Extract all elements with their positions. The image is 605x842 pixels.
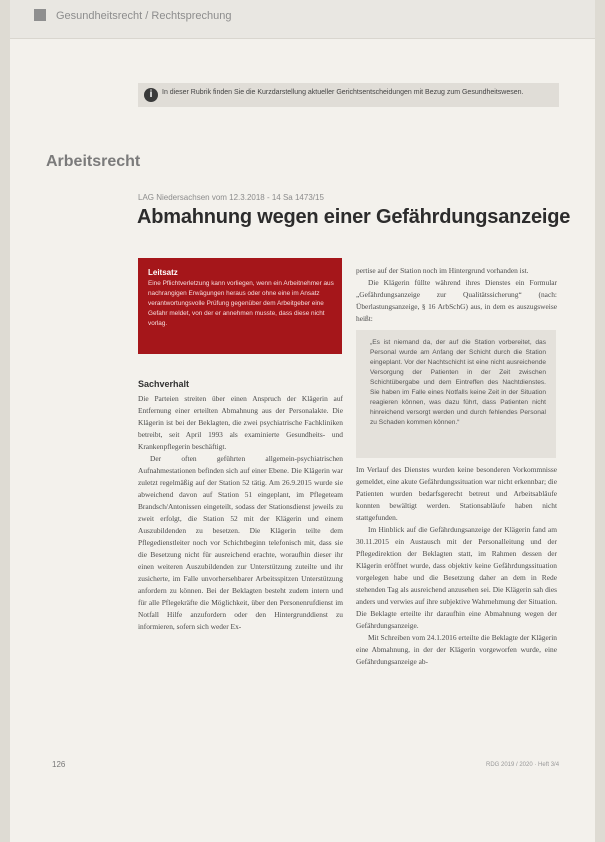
paragraph: Im Hinblick auf die Gefährdungsanzeige der Klägerin fand am 30.11.2015 ein Austausch mit der Personalleitung und der Pflegedirektion der Beklagten statt, im Rahmen dessen der Klägerin eröffnet wurde, dass objektiv keine Gefährdungssituation vorgelegen habe und die Besetzung daher an dem in Rede stehenden Tag als ausreichend anzusehen sei. Die Klägerin sah dies anders und verwies auf ihre subjektive Wahrnehmung der Situation. Die Beklagte erteilte ihr daraufhin eine Abmahnung wegen der Gefährdungsanzeige.: [356, 525, 557, 630]
right-column-bottom: [356, 464, 557, 668]
left-column: [138, 393, 343, 633]
journal-footer: RDG 2019 / 2020 · Heft 3/4: [486, 762, 560, 768]
case-citation: LAG Niedersachsen vom 12.3.2018 - 14 Sa 1473/15: [138, 193, 324, 202]
leitsatz-text: Eine Pflichtverletzung kann vorliegen, wenn ein Arbeitnehmer aus nachrangigen Erwägungen heraus oder ohne eine im Ansatz verantwortungsvolle Prüfung gegenüber dem Arbeitgeber eine Gefahr meldet, von der er annehmen musste, dass diese nicht vorlag.: [148, 280, 334, 327]
info-notice: [138, 83, 559, 107]
paragraph: Die Parteien streiten über einen Anspruch der Klägerin auf Entfernung einer erteilten Abmahnung aus der Personalakte. Die Klägerin ist bei der Beklagten, die zwei psychiatrische Fachkliniken betreibt, seit April 1993 als examinierte Gesundheits- und Krankenpflegerin beschäftigt.: [138, 394, 343, 451]
paragraph: pertise auf der Station noch im Hintergrund vorhanden ist.: [356, 266, 529, 275]
quote-text: „Es ist niemand da, der auf die Station vorbereitet, das Personal wurde am Anfang der Schicht durch die Station eingeplant. Vor der Nachtschicht ist eine nicht ausreichende Versorgung der Patienten in der Zeit zwischen Schichtübergabe und dem Eintreffen des Nachtdienstes. Sie haben im Falle eines Notfalls keine Zeit in der Situation reagieren können, was dazu führt, dass Patienten nicht hinreichend versorgt werden und durch fehlendes Personal zu Schaden kommen können.“: [370, 339, 546, 426]
quote-box: [356, 330, 556, 458]
page-number: 126: [52, 760, 66, 769]
right-column-top: [356, 265, 557, 325]
section-title: Arbeitsrecht: [46, 153, 141, 170]
info-icon: i: [144, 88, 158, 102]
header-bar: [10, 0, 595, 39]
paragraph: Der often geführten allgemein-psychiatrischen Aufnahmestationen befinden sich auf einer Ebene. Die Klägerin war zuletzt regelmäßig auf der Station 52 tätig. Am 26.9.2015 wurde sie abweichend davon auf Station 51 eingeplant, im Pflegeteam Brandsch/Antonissen eingeteilt, sodass der Stationsdienst jeweils zu zweit erfolgt, die Station 52 mit der Klägerin und einem Auszubildenden zu besetzen. Die Klägerin teilte dem Pflegedienstleiter noch vor Schichtbeginn telefonisch mit, dass sie die Besetzung nicht für ausreichend erachte, woraufhin dieser ihr einen weiteren Auszubildenden zur Unterstützung zuteilte und ihr zusicherte, im Falle unvorhersehbarer Arbeitsspitzen Unterstützung anfordern zu können. Bei der Beklagten besteht zudem intern und für alle Pflegekräfte die Möglichkeit, über den Personenrufdienst im Notfall Hilfe anzufordern oder den Hintergrunddienst zu informieren, sofern sich weder Ex-: [138, 454, 343, 631]
page: [10, 0, 595, 842]
header-marker-icon: [34, 9, 46, 21]
paragraph: Im Verlauf des Dienstes wurden keine besonderen Vorkommnisse gemeldet, eine akute Gefährdungssituation war nicht erkennbar; die Patienten wurden bedarfsgerecht betreut und Arbeitsabläufe konnten bewältigt werden. Stationsabläufe haben nicht stattgefunden.: [356, 465, 557, 522]
leitsatz-box: [138, 258, 342, 354]
header-section-label: Gesundheitsrecht / Rechtsprechung: [56, 10, 232, 22]
leitsatz-title: Leitsatz: [148, 268, 178, 277]
paragraph: Die Klägerin füllte während ihres Dienstes ein Formular „Gefährdungsanzeige zur Qualitätssicherung“ (nach: Überlastungsanzeige, § 16 ArbSchG) aus, in dem es auszugsweise heißt:: [356, 278, 557, 323]
sachverhalt-heading: Sachverhalt: [138, 379, 190, 389]
paragraph: Mit Schreiben vom 24.1.2016 erteilte die Beklagte der Klägerin eine Abmahnung, in der der Klägerin vorgeworfen wurde, eine Gefährdungsanzeige ab-: [356, 633, 557, 666]
notice-text: In dieser Rubrik finden Sie die Kurzdarstellung aktueller Gerichtsentscheidungen mit Bezug zum Gesundheitswesen.: [162, 89, 524, 96]
article-headline: Abmahnung wegen einer Gefährdungsanzeige: [137, 206, 571, 228]
